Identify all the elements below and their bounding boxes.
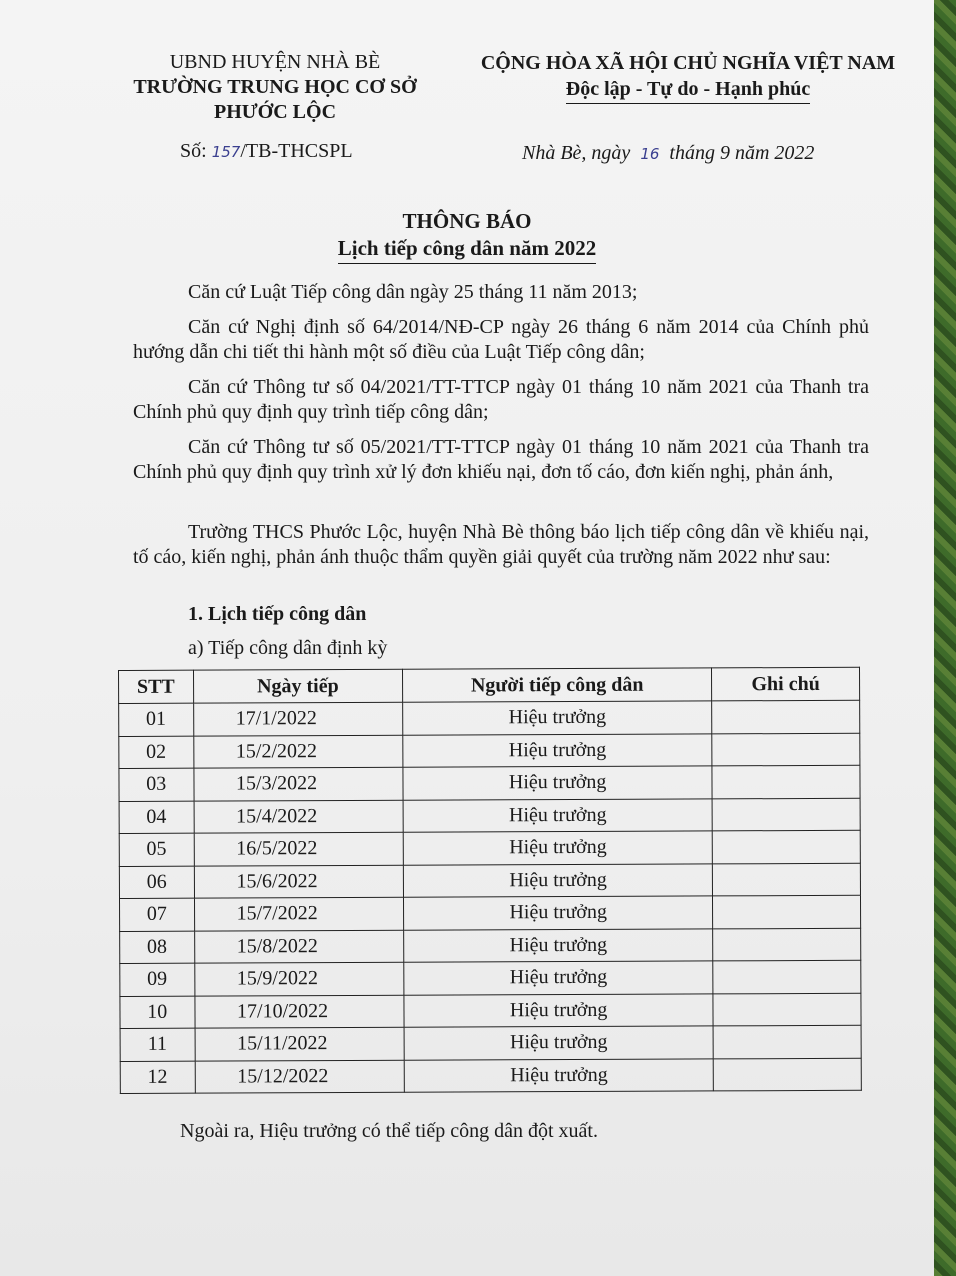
table-row	[120, 1058, 861, 1094]
cell-person: Hiệu trưởng	[403, 766, 712, 800]
reference-number	[180, 140, 353, 163]
cell-stt: 10	[120, 996, 195, 1029]
cell-stt: 02	[119, 736, 194, 769]
date-line	[522, 142, 814, 165]
cell-person: Hiệu trưởng	[404, 993, 713, 1027]
cell-note	[712, 798, 860, 831]
cell-stt: 06	[119, 866, 194, 899]
cell-date: 15/8/2022	[194, 930, 404, 963]
document-title: THÔNG BÁO	[402, 209, 532, 233]
table-row	[119, 863, 860, 899]
table-header-row	[119, 667, 860, 703]
table-row	[119, 733, 860, 769]
table-row	[119, 700, 860, 736]
cell-note	[713, 993, 861, 1026]
date-suffix: tháng 9 năm 2022	[669, 142, 815, 164]
paragraph-legal-basis-4: Căn cứ Thông tư số 05/2021/TT-TTCP ngày 01 tháng 10 năm 2021 của Thanh tra Chính phủ quy định quy trình xử lý đơn khiếu nại, đơn tố cáo, đơn kiến nghị, phản ánh,	[133, 436, 869, 483]
national-motto: Độc lập - Tự do - Hạnh phúc	[566, 76, 810, 104]
reference-number-handwritten: 157	[211, 143, 241, 161]
cell-date: 15/12/2022	[195, 1060, 405, 1093]
cell-person: Hiệu trưởng	[404, 928, 713, 962]
paragraph-announcement: Trường THCS Phước Lộc, huyện Nhà Bè thông báo lịch tiếp công dân về khiếu nại, tố cáo, kiến nghị, phản ánh thuộc thẩm quyền giải quyết của trường năm 2022 như sau:	[133, 521, 869, 568]
table-row	[120, 993, 861, 1029]
cell-stt: 05	[119, 833, 194, 866]
table-row	[119, 895, 860, 931]
document-subtitle: Lịch tiếp công dân năm 2022	[338, 236, 596, 264]
cell-date: 15/2/2022	[193, 735, 403, 768]
table-row	[120, 1025, 861, 1061]
cell-date: 17/1/2022	[193, 702, 403, 735]
cell-person: Hiệu trưởng	[404, 896, 713, 930]
cell-note	[712, 700, 860, 733]
cell-stt: 12	[120, 1061, 195, 1094]
table-body	[119, 700, 862, 1093]
cell-date: 16/5/2022	[194, 832, 404, 865]
cell-date: 15/9/2022	[194, 962, 404, 995]
cell-stt: 11	[120, 1028, 195, 1061]
nation-name: CỘNG HÒA XÃ HỘI CHỦ NGHĨA VIỆT NAM	[480, 52, 896, 74]
cell-note	[713, 928, 861, 961]
table-row	[120, 960, 861, 996]
cell-note	[712, 830, 860, 863]
schedule-table	[118, 667, 862, 1094]
document-subtitle-wrap	[0, 236, 934, 264]
subsection-periodic: a) Tiếp công dân định kỳ	[188, 637, 388, 659]
cell-stt: 04	[119, 801, 194, 834]
table-row	[119, 765, 860, 801]
cell-note	[713, 1058, 861, 1091]
cell-stt: 07	[119, 898, 194, 931]
issuer-school-line2: PHƯỚC LỘC	[213, 101, 337, 123]
cell-note	[712, 733, 860, 766]
table-row	[119, 798, 860, 834]
section-heading-schedule: 1. Lịch tiếp công dân	[188, 603, 367, 625]
cell-person: Hiệu trưởng	[403, 831, 712, 865]
cell-date: 17/10/2022	[194, 995, 404, 1028]
cell-stt: 03	[119, 768, 194, 801]
reference-prefix: Số:	[180, 140, 207, 162]
footer-note: Ngoài ra, Hiệu trưởng có thể tiếp công dân đột xuất.	[180, 1120, 598, 1142]
issuer-org: UBND HUYỆN NHÀ BÈ	[169, 51, 381, 73]
table-row	[119, 830, 860, 866]
cell-person: Hiệu trưởng	[404, 1058, 713, 1092]
issuer-block	[110, 50, 440, 125]
cell-person: Hiệu trưởng	[404, 1026, 713, 1060]
cell-date: 15/3/2022	[193, 767, 403, 800]
table-row	[120, 928, 861, 964]
cell-note	[713, 895, 861, 928]
header-stt: STT	[119, 670, 194, 703]
date-day-handwritten: 16	[640, 145, 660, 163]
cell-stt: 01	[119, 703, 194, 736]
cell-person: Hiệu trưởng	[403, 733, 712, 767]
paragraph-legal-basis-1: Căn cứ Luật Tiếp công dân ngày 25 tháng 11 năm 2013;	[188, 281, 638, 303]
cell-date: 15/6/2022	[194, 865, 404, 898]
header-note: Ghi chú	[712, 667, 860, 701]
cell-stt: 09	[120, 963, 195, 996]
header-date: Ngày tiếp	[193, 669, 403, 703]
issuer-school-line1: TRƯỜNG TRUNG HỌC CƠ SỞ	[133, 76, 417, 98]
cell-note	[713, 960, 861, 993]
date-prefix: Nhà Bè, ngày	[522, 142, 631, 164]
cell-note	[712, 765, 860, 798]
cell-person: Hiệu trưởng	[403, 701, 712, 735]
cell-person: Hiệu trưởng	[403, 863, 712, 897]
cell-note	[713, 1025, 861, 1058]
paragraph-legal-basis-2: Căn cứ Nghị định số 64/2014/NĐ-CP ngày 26 tháng 6 năm 2014 của Chính phủ hướng dẫn chi tiết thi hành một số điều của Luật Tiếp công dân;	[133, 316, 869, 363]
cell-person: Hiệu trưởng	[403, 798, 712, 832]
cell-date: 15/4/2022	[194, 800, 404, 833]
header-person: Người tiếp công dân	[403, 668, 712, 702]
reference-suffix: /TB-THCSPL	[240, 140, 353, 162]
paragraph-legal-basis-3: Căn cứ Thông tư số 04/2021/TT-TTCP ngày 01 tháng 10 năm 2021 của Thanh tra Chính phủ quy định quy trình tiếp công dân;	[133, 376, 869, 423]
cell-date: 15/11/2022	[195, 1027, 405, 1060]
cell-date: 15/7/2022	[194, 897, 404, 930]
cell-note	[713, 863, 861, 896]
national-header	[468, 50, 908, 104]
cell-person: Hiệu trưởng	[404, 961, 713, 995]
cell-stt: 08	[120, 931, 195, 964]
